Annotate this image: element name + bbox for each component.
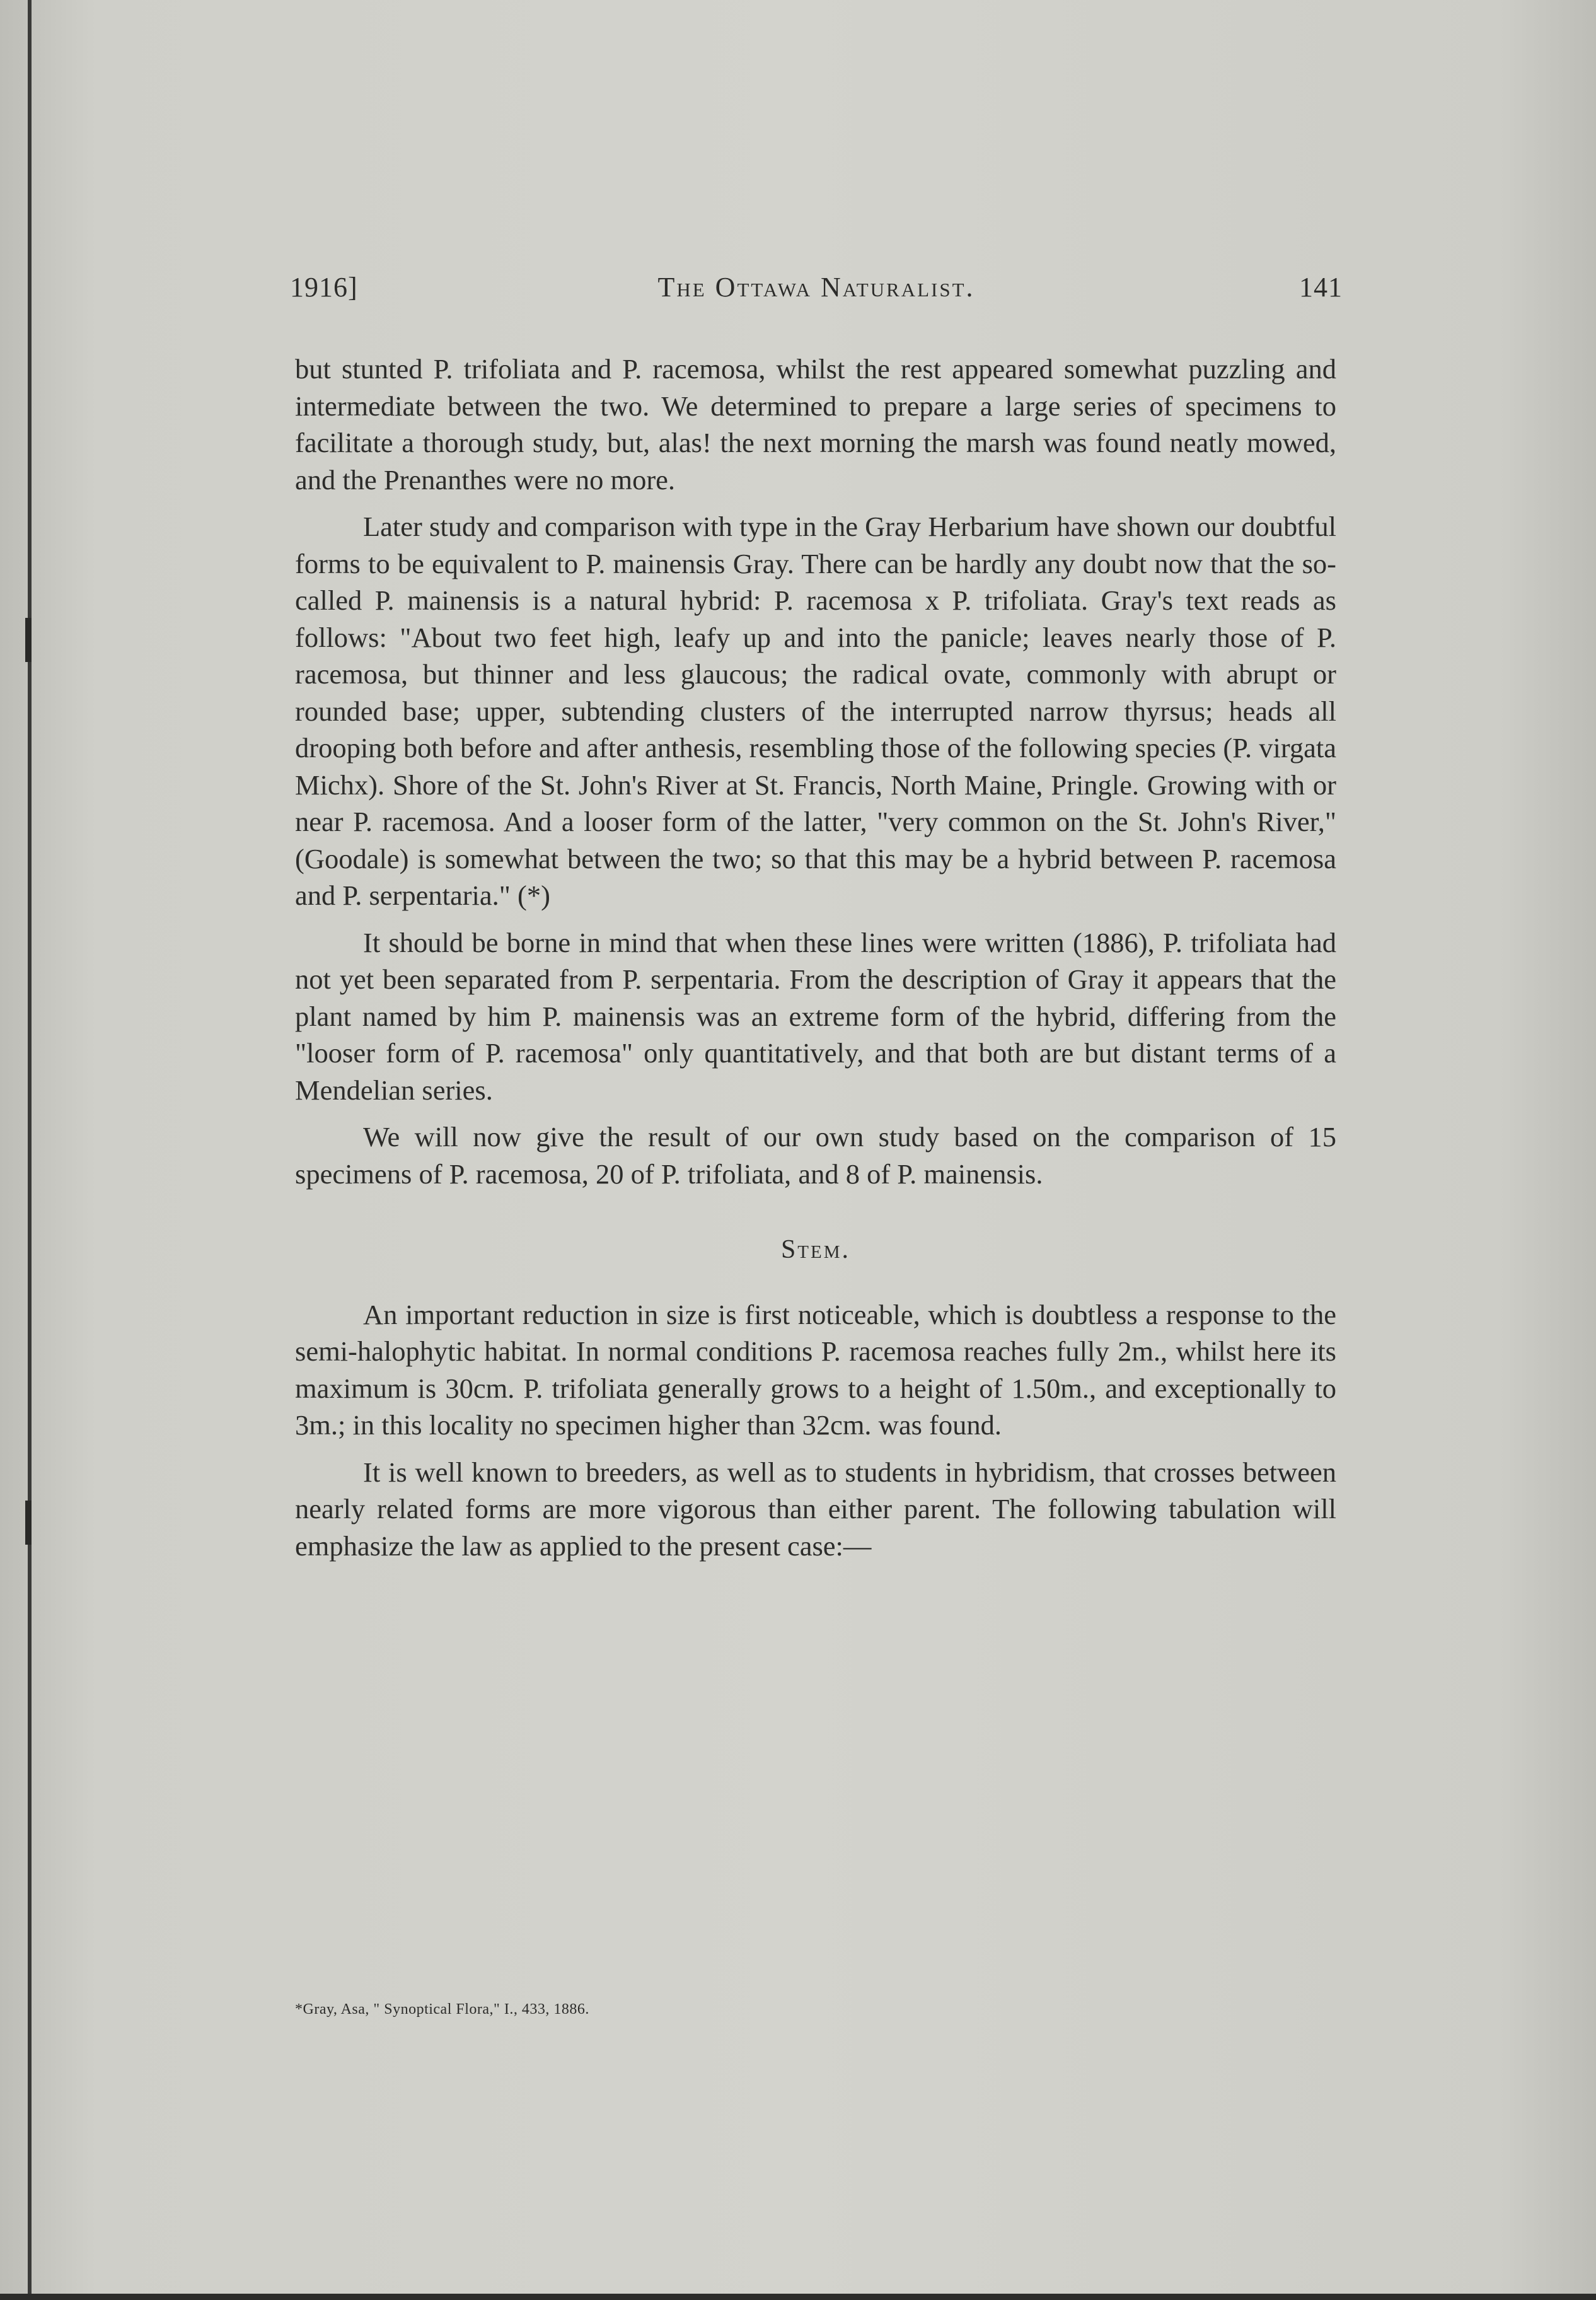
body-text [295,351,1336,1564]
paragraph: but stunted P. trifoliata and P. racemosa, whilst the rest appeared somewhat puzzling and intermediate between the two. We determined to prepare a large series of specimens to facilitate a thorough study, but, alas! the next morning the marsh was found neatly mowed, and the Prenanthes were no more. [295,353,1336,496]
paragraph: An important reduction in size is first noticeable, which is doubtless a response to the semi-halophytic habitat. In normal conditions P. racemosa reaches fully 2m., whilst here its maximum is 30cm. P. trifoliata generally grows to a height of 1.50m., and exceptionally to 3m.; in this locality no specimen higher than 32cm. was found. [295,1298,1336,1441]
paragraph: We will now give the result of our own study based on the comparison of 15 specimens of P. racemosa, 20 of P. trifoliata, and 8 of P. mainensis. [295,1121,1336,1190]
section-heading: Stem. [780,1235,851,1264]
running-header [290,271,1343,315]
paragraph: It is well known to breeders, as well as to students in hybridism, that crosses between nearly related forms are more vigorous than either parent. The following tabulation will emphasize the law as applied to the present case:— [295,1456,1336,1562]
margin-mark [25,1501,32,1545]
header-year: 1916] [290,272,358,303]
margin-mark [25,618,32,662]
header-journal-title: The Ottawa Naturalist. [657,272,975,303]
binding-edge [28,0,32,2300]
footnote: *Gray, Asa, " Synoptical Flora," I., 433, 1886. [295,2001,589,2018]
page-number: 141 [1299,272,1343,303]
paragraph: It should be borne in mind that when these lines were written (1886), P. trifoliata had not yet been separated from P. serpentaria. From the description of Gray it appears that the plant named by him P. mainensis was an extreme form of the hybrid, differing from the "looser form of P. racemosa" only quantitatively, and that both are but distant terms of a Mendelian series. [295,926,1336,1106]
page-bottom-edge [0,2294,1596,2300]
paragraph: Later study and comparison with type in the Gray Herbarium have shown our doubtful forms to be equivalent to P. mainensis Gray. There can be hardly any doubt now that the so-called P. mainensis is a natural hybrid: P. racemosa x P. trifoliata. Gray's text reads as follows: "About two feet high, leafy up and into the panicle; leaves nearly those of P. racemosa, but thinner and less glaucous; the radical ovate, commonly with abrupt or rounded base; upper, subtending clusters of the interrupted narrow thyrsus; heads all drooping both before and after anthesis, resembling those of the following species (P. virgata Michx). Shore of the St. John's River at St. Francis, North Maine, Pringle. Growing with or near P. racemosa. And a looser form of the latter, "very common on the St. John's River," (Goodale) is somewhat between the two; so that this may be a hybrid between P. racemosa and P. serpentaria." (*) [295,511,1336,911]
